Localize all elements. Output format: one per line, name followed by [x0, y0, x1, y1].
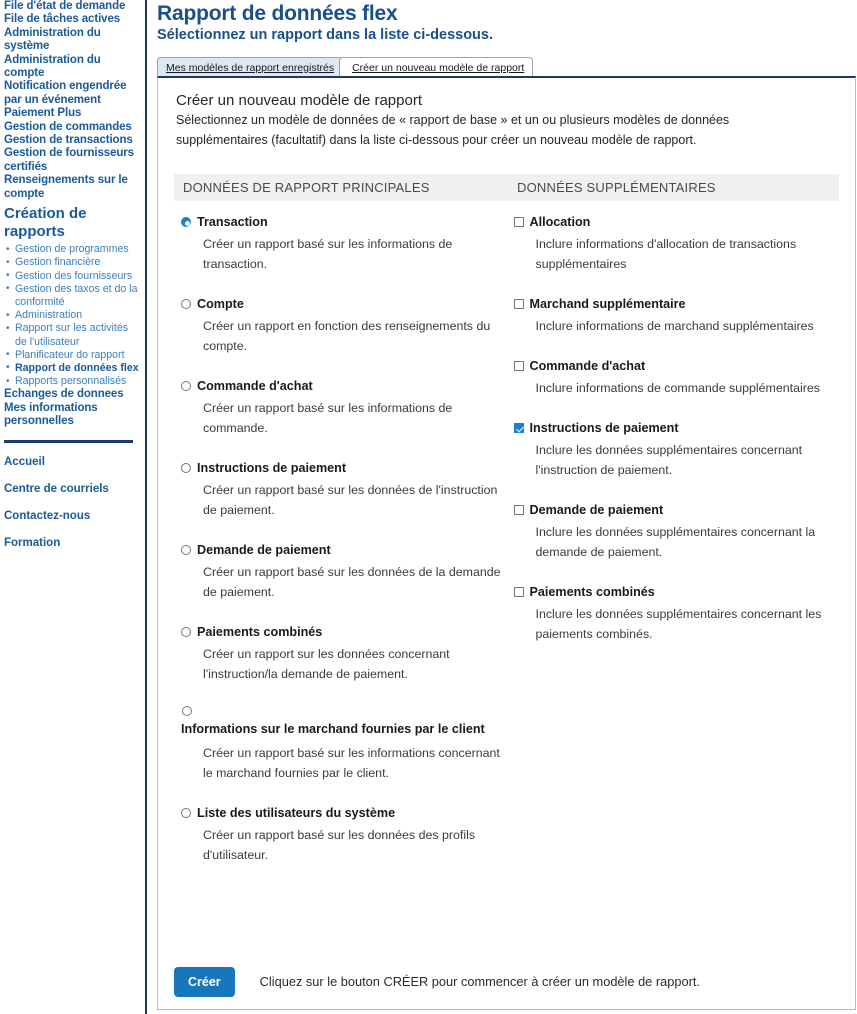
- checkbox-icon[interactable]: [514, 505, 524, 515]
- sidebar-link-echanges-de-donnees[interactable]: Echanges de donnees: [4, 388, 124, 401]
- supplementary-option-label-text: Commande d'achat: [529, 359, 646, 373]
- sidebar-link-administration-du-systeme[interactable]: Administration du système: [4, 26, 101, 53]
- supplementary-option-label-text: Demande de paiement: [529, 503, 664, 517]
- sidebar-bottom-link-contactez-nous[interactable]: Contactez-nous: [4, 509, 91, 522]
- radio-icon[interactable]: [181, 627, 191, 637]
- primary-option-description: Créer un rapport en fonction des renseignements du compte.: [203, 319, 491, 353]
- primary-option-label-text: Liste des utilisateurs du système: [197, 805, 396, 820]
- sidebar-link-mes-informations-personnelles[interactable]: Mes informations personnelles: [4, 401, 98, 428]
- sidebar-bottom-link-formation[interactable]: Formation: [4, 536, 61, 549]
- sidebar-sublink-gestion-des-fournisseurs[interactable]: • Gestion des fournisseurs: [4, 270, 139, 283]
- sidebar-link-file-d-etat-de-demande[interactable]: File d'état de demande: [4, 0, 126, 12]
- sidebar-sublink-gestion-des-taxos-et-do-la-conformite[interactable]: • Gestion des taxos et do la conformité: [4, 283, 139, 309]
- sidebar-link-file-de-taches-actives[interactable]: File de tâches actives: [4, 13, 121, 26]
- page-title: Rapport de données flex: [157, 2, 398, 25]
- supplementary-option-label[interactable]: [514, 584, 840, 600]
- sidebar-bottom-link-accueil[interactable]: Accueil: [4, 455, 45, 468]
- radio-icon[interactable]: [181, 463, 191, 473]
- tab-mes-modeles-de-rapport-enregistres[interactable]: [157, 57, 343, 76]
- primary-option-label-text: Demande de paiement: [197, 543, 331, 557]
- supplementary-options-column: [507, 214, 840, 865]
- supplementary-option-description: Inclure informations de marchand supplémentaires: [535, 319, 814, 333]
- supplementary-option-description: Inclure les données supplémentaires concernant les paiements combinés.: [535, 607, 822, 641]
- sidebar-bottom-links: [4, 455, 139, 550]
- supplementary-option-allocation[interactable]: [514, 214, 840, 274]
- primary-option-label-text: Paiements combinés: [197, 625, 323, 639]
- sidebar-bottom-link-centre-de-courriels[interactable]: Centre de courriels: [4, 482, 109, 495]
- supplementary-option-description: Inclure les données supplémentaires concernant l'instruction de paiement.: [535, 443, 803, 477]
- sidebar-sub-links: [4, 243, 139, 388]
- supplementary-option-label-text: Paiements combinés: [529, 585, 655, 599]
- sidebar-link-notification-engendree-par-un-evenement[interactable]: Notification engendrée par un événement: [4, 80, 127, 106]
- supplementary-option-marchand-supplementaire[interactable]: [514, 296, 840, 336]
- primary-option-label-text: Instructions de paiement: [197, 461, 347, 475]
- supplementary-option-label-text: Marchand supplémentaire: [529, 297, 686, 311]
- column-header-supplementary: DONNÉES SUPPLÉMENTAIRES: [517, 180, 716, 195]
- checkbox-icon[interactable]: [514, 299, 524, 309]
- sidebar-divider: [4, 440, 133, 443]
- sidebar-link-administration-du-compte[interactable]: Administration du compte: [4, 53, 101, 80]
- page-subtitle: Sélectionnez un rapport dans la liste ci-dessous.: [157, 27, 493, 43]
- supplementary-option-label[interactable]: [514, 420, 840, 436]
- supplementary-option-commande-d-achat[interactable]: [514, 358, 840, 398]
- tab-bar: [157, 57, 857, 76]
- checkbox-icon[interactable]: [514, 217, 524, 227]
- sidebar-sublink-gestion-de-programmes[interactable]: • Gestion de programmes: [4, 243, 139, 256]
- primary-option-informations-sur-le-marchand-fournies-pa[interactable]: [181, 706, 507, 783]
- primary-option-label[interactable]: [181, 296, 507, 312]
- sidebar: [0, 0, 147, 1014]
- panel-footer: [158, 954, 855, 1009]
- sidebar-sublink-rapport-sur-les-activites-de-l-utilisate[interactable]: • Rapport sur les activités de l'utilisateur: [4, 322, 139, 348]
- primary-option-description: Créer un rapport basé sur les informations concernant le marchand fournies par le client.: [203, 745, 500, 780]
- sidebar-top-links: [4, 0, 139, 201]
- sidebar-sublink-administration[interactable]: • Administration: [4, 309, 139, 322]
- options-grid: [174, 214, 839, 865]
- primary-option-label[interactable]: [181, 214, 507, 230]
- primary-option-liste-des-utilisateurs-du-systeme[interactable]: [181, 805, 507, 865]
- sidebar-link-gestion-de-transactions[interactable]: Gestion de transactions: [4, 134, 133, 147]
- primary-option-instructions-de-paiement[interactable]: [181, 460, 507, 520]
- supplementary-option-instructions-de-paiement[interactable]: [514, 420, 840, 480]
- sidebar-sublink-rapports-personnalises[interactable]: • Rapports personnalisés: [4, 375, 139, 388]
- panel-description: Sélectionnez un modèle de données de « rapport de base » et un ou plusieurs modèles de données supplémentaires (facultatif) dans la liste ci-dessous pour créer un nouveau modèle de rapport.: [176, 113, 730, 147]
- supplementary-option-label[interactable]: [514, 296, 840, 312]
- primary-option-label[interactable]: [181, 624, 507, 640]
- supplementary-option-description: Inclure informations de commande supplémentaires: [535, 381, 820, 395]
- primary-option-demande-de-paiement[interactable]: [181, 542, 507, 602]
- primary-options-column: [174, 214, 507, 865]
- sidebar-after-links: [4, 388, 139, 428]
- panel-heading: Créer un nouveau modèle de rapport: [176, 92, 422, 109]
- primary-option-label-text: Transaction: [197, 215, 268, 229]
- primary-option-label-text: Commande d'achat: [197, 379, 313, 393]
- supplementary-option-demande-de-paiement[interactable]: [514, 502, 840, 562]
- sidebar-link-gestion-de-commandes[interactable]: Gestion de commandes: [4, 120, 132, 133]
- primary-option-label[interactable]: [181, 805, 507, 821]
- primary-option-description: Créer un rapport basé sur les informations de transaction.: [203, 237, 453, 271]
- primary-option-paiements-combines[interactable]: [181, 624, 507, 684]
- primary-option-commande-d-achat[interactable]: [181, 378, 507, 438]
- sidebar-sublink-gestion-financiere[interactable]: • Gestion financière: [4, 256, 139, 269]
- primary-option-label[interactable]: [181, 542, 507, 558]
- checkbox-icon[interactable]: [514, 587, 524, 597]
- supplementary-option-description: Inclure informations d'allocation de transactions supplémentaires: [535, 237, 797, 271]
- supplementary-option-label[interactable]: [514, 502, 840, 518]
- sidebar-sublink-rapport-de-donnees-flex[interactable]: • Rapport de données flex: [4, 362, 139, 375]
- primary-option-description: Créer un rapport basé sur les informations de commande.: [203, 401, 453, 435]
- radio-icon[interactable]: [181, 381, 191, 391]
- column-headers-bar: [174, 174, 839, 201]
- radio-icon[interactable]: [181, 217, 191, 227]
- radio-icon[interactable]: [181, 299, 191, 309]
- primary-option-description: Créer un rapport basé sur les données de l'instruction de paiement.: [203, 483, 498, 517]
- supplementary-option-paiements-combines[interactable]: [514, 584, 840, 644]
- report-template-panel: [157, 76, 856, 1010]
- supplementary-option-description: Inclure les données supplémentaires concernant la demande de paiement.: [535, 525, 816, 559]
- column-header-primary: DONNÉES DE RAPPORT PRINCIPALES: [183, 180, 430, 195]
- sidebar-section-title-creation-de-rapports: Création de rapports: [4, 205, 87, 241]
- primary-option-transaction[interactable]: [181, 214, 507, 274]
- primary-option-compte[interactable]: [181, 296, 507, 356]
- checkbox-icon[interactable]: [514, 361, 524, 371]
- checkbox-icon[interactable]: [514, 423, 524, 433]
- supplementary-option-label[interactable]: [514, 214, 840, 230]
- radio-icon[interactable]: [182, 706, 192, 716]
- primary-option-label[interactable]: [181, 378, 507, 394]
- sidebar-link-renseignements-sur-le-compte[interactable]: Renseignements sur le compte: [4, 174, 128, 200]
- primary-option-label[interactable]: [181, 460, 507, 476]
- primary-option-description: Créer un rapport basé sur les données des profils d'utilisateur.: [203, 827, 476, 862]
- tab-label: Mes modèles de rapport enregistrés: [166, 61, 335, 74]
- sidebar-sublink-planificateur-do-rapport[interactable]: • Planificateur do rapport: [4, 349, 139, 362]
- supplementary-option-label-text: Allocation: [529, 215, 591, 229]
- sidebar-link-gestion-de-fournisseurs-certifies[interactable]: Gestion de fournisseurs certifiés: [4, 147, 134, 173]
- primary-option-label[interactable]: Informations sur le marchand fournies par le client: [181, 722, 485, 736]
- primary-option-description: Créer un rapport basé sur les données de la demande de paiement.: [203, 565, 501, 599]
- supplementary-option-label[interactable]: [514, 358, 840, 374]
- footer-instruction-text: Cliquez sur le bouton CRÉER pour commencer à créer un modèle de rapport.: [259, 974, 700, 989]
- radio-icon[interactable]: [181, 545, 191, 555]
- primary-option-label-text: Compte: [197, 297, 244, 311]
- main-content: [149, 0, 857, 1014]
- tab-creer-un-nouveau-modele-de-rapport[interactable]: [339, 57, 533, 76]
- primary-option-description: Créer un rapport sur les données concernant l'instruction/la demande de paiement.: [203, 647, 450, 681]
- supplementary-option-label-text: Instructions de paiement: [529, 421, 679, 435]
- tab-label: Créer un nouveau modèle de rapport: [352, 61, 525, 74]
- sidebar-link-paiement-plus[interactable]: Paiement Plus: [4, 107, 82, 120]
- radio-icon[interactable]: [181, 808, 191, 818]
- create-button[interactable]: Créer: [174, 967, 235, 997]
